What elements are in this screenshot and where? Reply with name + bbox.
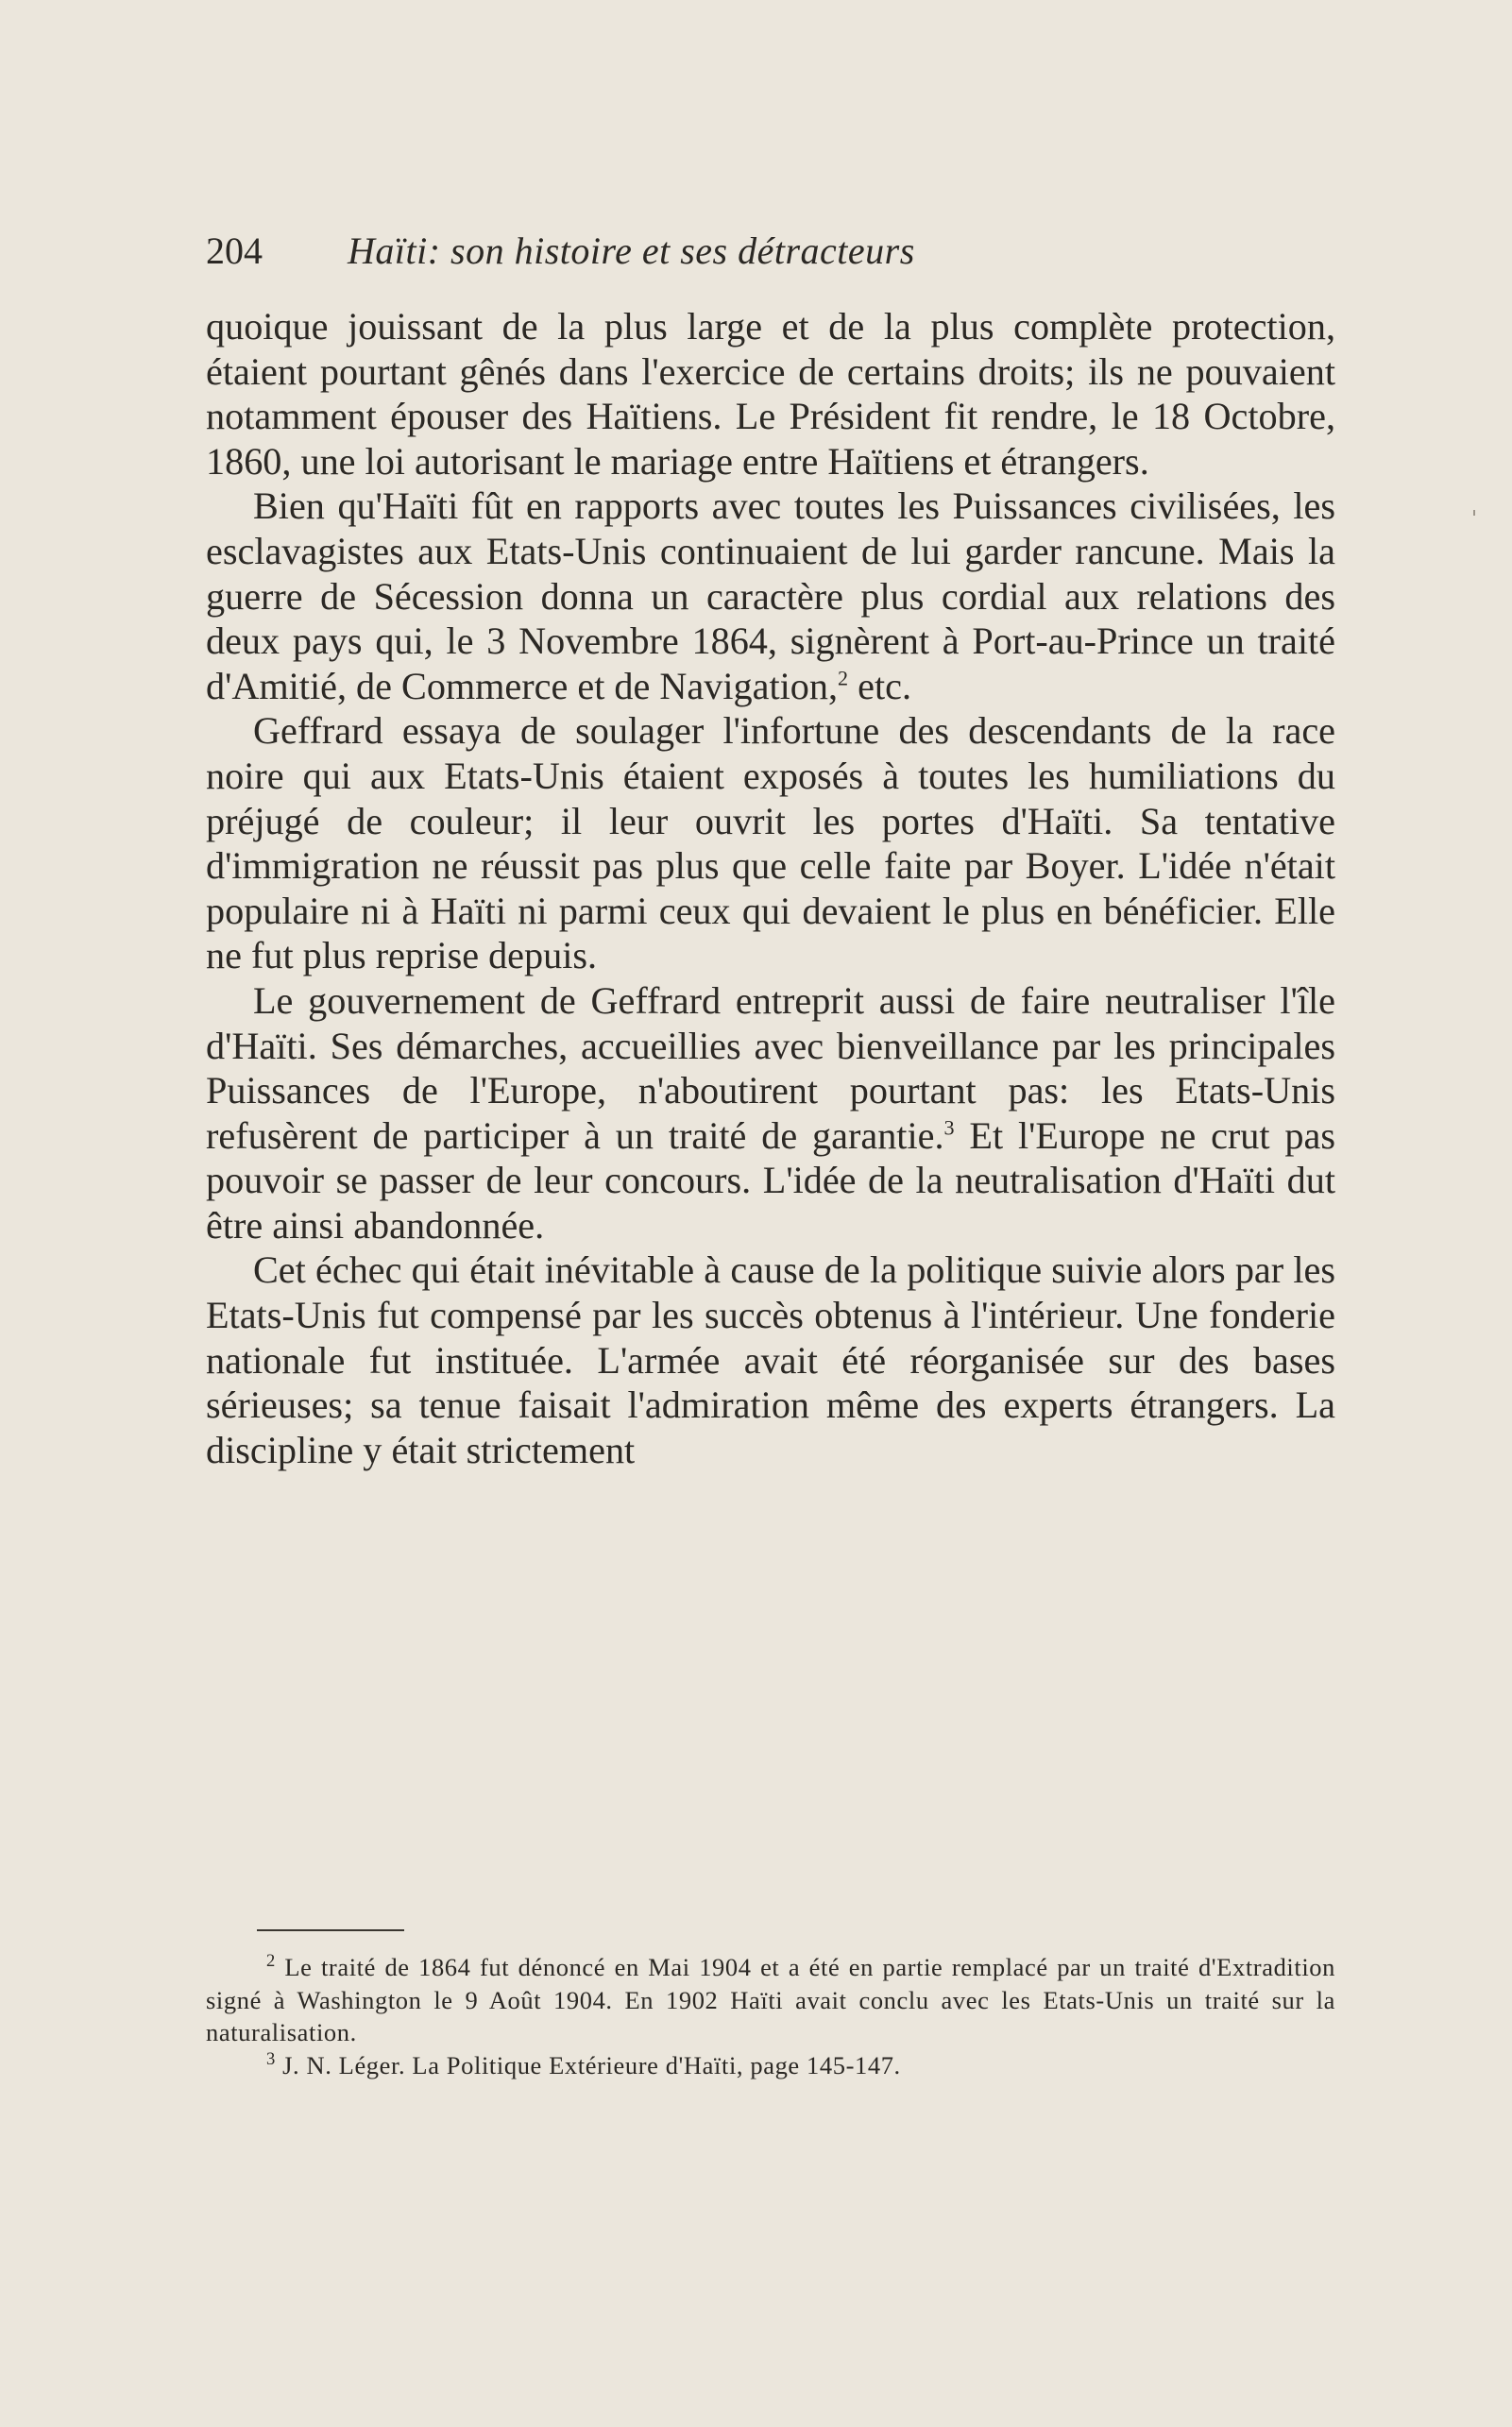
paragraph-4-text-after: Et l'Europe ne crut pas pouvoir se passer de leur concours. L'idée de la neutralisation d'Haïti dut être ainsi abandonnée.	[206, 1113, 1335, 1247]
paragraph-3	[206, 708, 1335, 978]
footnote-3-marker: 3	[266, 2048, 276, 2069]
scan-speck	[1473, 510, 1475, 516]
paragraph-5-text: Cet échec qui était inévitable à cause de la politique suivie alors par les Etats-Unis fut compensé par les succès obtenus à l'intérieur. Une fonderie nationale fut instituée. L'armée avait été réorganisée sur des bases sérieuses; sa tenue faisait l'admiration même des experts étrangers. La discipline y était strictement	[206, 1248, 1335, 1471]
paragraph-1-text: quoique jouissant de la plus large et de la plus complète protection, étaient pourtant gênés dans l'exercice de certains droits; ils ne pouvaient notamment épouser des Haïtiens. Le Président fit rendre, le 18 Octobre, 1860, une loi autorisant le mariage entre Haïtiens et étrangers.	[206, 305, 1335, 483]
footnote-2-marker: 2	[266, 1951, 276, 1972]
paragraph-1	[206, 304, 1335, 484]
paragraph-2-text-before: Bien qu'Haïti fût en rapports avec toutes les Puissances civilisées, les esclavagistes aux Etats-Unis continuaient de lui garder rancune. Mais la guerre de Sécession donna un caractère plus cordial aux relations des deux pays qui, le 3 Novembre 1864, signèrent à Port-au-Prince un traité d'Amitié, de Commerce et de Navigation,	[206, 484, 1335, 707]
footnote-ref-3: 3	[943, 1115, 955, 1140]
paragraph-5	[206, 1247, 1335, 1472]
footnote-2-text: Le traité de 1864 fut dénoncé en Mai 1904 et a été en partie remplacé par un traité d'Extradition signé à Washington le 9 Août 1904. En 1902 Haïti avait conclu avec les Etats-Unis un traité sur la naturalisation.	[206, 1953, 1336, 2046]
footnotes	[206, 1951, 1335, 2081]
paragraph-4	[206, 978, 1335, 1248]
footnote-separator	[257, 1929, 404, 1931]
paragraph-2-text-after: etc.	[848, 664, 912, 707]
body-text	[206, 304, 1335, 1472]
footnote-3-text: J. N. Léger. La Politique Extérieure d'Haïti, page 145-147.	[282, 2050, 901, 2079]
page-number: 204	[206, 229, 263, 272]
footnote-ref-2: 2	[838, 666, 849, 690]
footnote-2	[206, 1951, 1335, 2049]
paragraph-2	[206, 484, 1335, 708]
footnote-3	[206, 2049, 1335, 2082]
running-title: Haïti: son histoire et ses détracteurs	[348, 229, 915, 272]
paragraph-4-text-before: Le gouvernement de Geffrard entreprit aussi de faire neutraliser l'île d'Haïti. Ses démarches, accueillies avec bienveillance par les principales Puissances de l'Europe, n'aboutirent pourtant pas: les Etats-Unis refusèrent de participer à un traité de garantie.	[206, 978, 1335, 1157]
paragraph-3-text: Geffrard essaya de soulager l'infortune des descendants de la race noire qui aux Etats-Unis étaient exposés à toutes les humiliations du préjugé de couleur; il leur ouvrit les portes d'Haïti. Sa tentative d'immigration ne réussit pas plus que celle faite par Boyer. L'idée n'était populaire ni à Haïti ni parmi ceux qui devaient le plus en bénéficier. Elle ne fut plus reprise depuis.	[206, 709, 1335, 977]
page-header	[206, 223, 1339, 280]
